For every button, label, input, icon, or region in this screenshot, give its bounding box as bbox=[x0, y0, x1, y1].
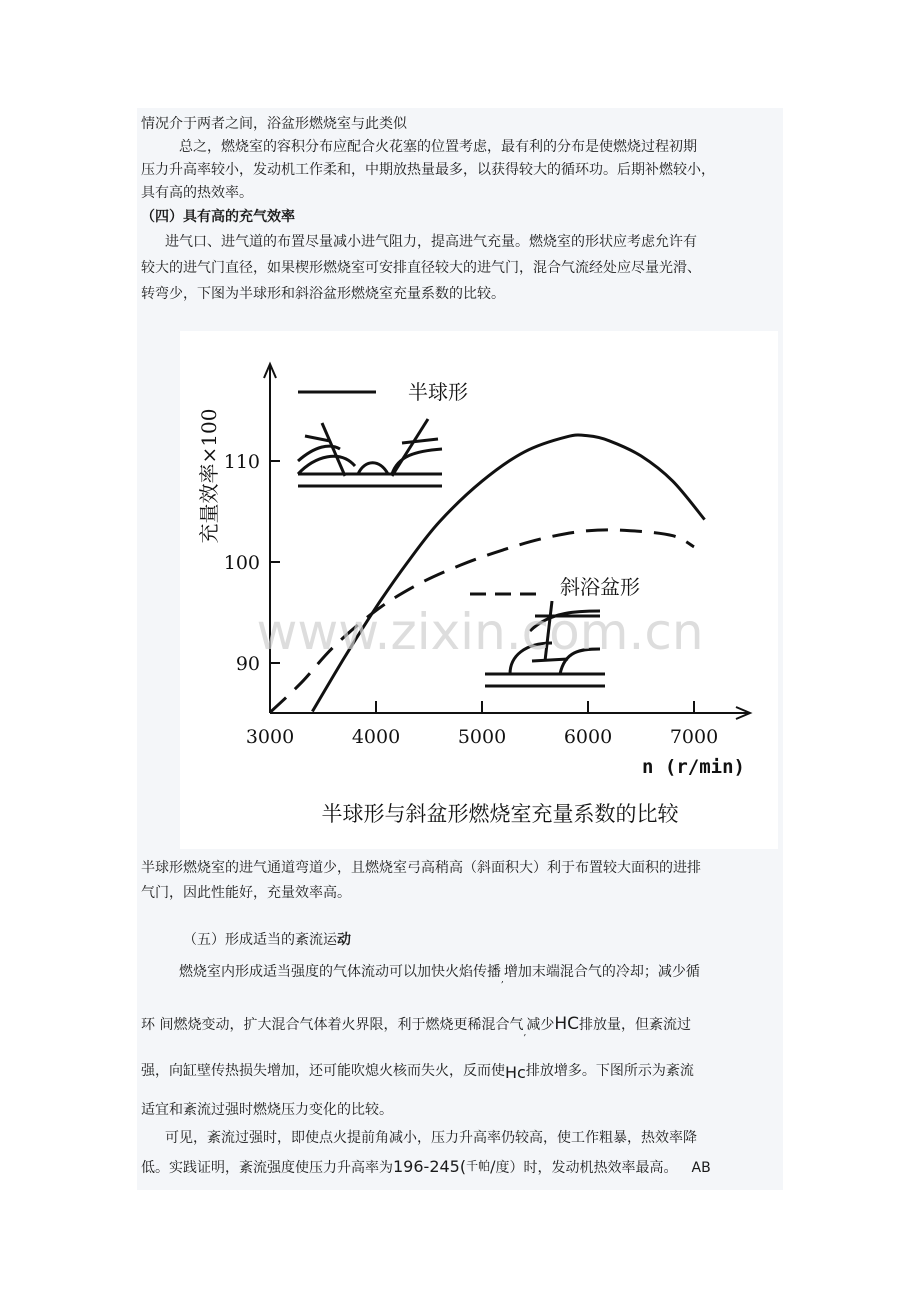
section-heading: （四）具有高的充气效率 bbox=[141, 209, 295, 225]
heading-text-bold: 动 bbox=[337, 932, 351, 948]
text-span-number: 196-245( bbox=[393, 1157, 467, 1176]
y-tick-label: 100 bbox=[223, 552, 260, 574]
paragraph-line bbox=[179, 962, 700, 990]
y-tick-label: 110 bbox=[223, 451, 260, 473]
paragraph-line: 进气口、进气道的布置尽量减小进气阻力，提高进气充量。燃烧室的形状应考虑允许有 bbox=[165, 234, 697, 250]
y-axis-label: 充量效率×100 bbox=[197, 408, 221, 544]
punct-mark: , bbox=[501, 975, 504, 985]
paragraph-line: 压力升高率较小，发动机工作柔和，中期放热量最多，以获得较大的循环功。后期补燃较小， bbox=[141, 162, 715, 178]
text-span: 排放增多。下图所示为紊流 bbox=[525, 1063, 694, 1079]
text-span-hc: HC bbox=[554, 1014, 579, 1034]
text-span-hc: Hc bbox=[505, 1063, 526, 1082]
heading-text: （五）形成适当的紊流运 bbox=[183, 932, 337, 948]
text-span: 减少 bbox=[526, 1017, 555, 1033]
paragraph-line bbox=[141, 1014, 691, 1043]
paragraph-line: 转弯少，下图为半球形和斜浴盆形燃烧室充量系数的比较。 bbox=[141, 286, 505, 302]
x-tick-label: 4000 bbox=[351, 726, 401, 748]
text-span-unit: 千帕 bbox=[466, 1159, 491, 1173]
text-span: 增加末端混合气的冷却；减少循 bbox=[503, 964, 700, 980]
hemispherical-chamber-illustration bbox=[298, 419, 442, 486]
paragraph-line bbox=[141, 1156, 711, 1178]
paragraph-line: 气门，因此性能好，充量效率高。 bbox=[141, 885, 351, 901]
paragraph-line: 可见，紊流过强时，即使点火提前角减小，压力升高率仍较高，使工作粗暴，热效率降 bbox=[165, 1130, 697, 1146]
x-tick-label: 5000 bbox=[457, 726, 507, 748]
paragraph-line: 半球形燃烧室的进气通道弯道少，且燃烧室弓高稍高（斜面积大）利于布置较大面积的进排 bbox=[141, 860, 701, 876]
paragraph-line: 情况介于两者之间，浴盆形燃烧室与此类似 bbox=[141, 116, 407, 132]
legend-label-wedge-bathtub: 斜浴盆形 bbox=[560, 575, 640, 599]
x-axis-label: n (r/min) bbox=[642, 756, 745, 778]
charge-efficiency-chart bbox=[180, 331, 778, 849]
text-span: 环 间燃烧变动，扩大混合气体着火界限，利于燃烧更稀混合气 bbox=[141, 1017, 524, 1033]
paragraph-line: 适宜和紊流过强时燃烧压力变化的比较。 bbox=[141, 1102, 393, 1118]
punct-mark: , bbox=[523, 1028, 527, 1038]
chart-figure bbox=[180, 331, 778, 849]
text-span-end: AB bbox=[691, 1160, 711, 1176]
paragraph-line: 具有高的热效率。 bbox=[141, 185, 253, 201]
paragraph-line bbox=[141, 1061, 694, 1083]
y-tick-label: 90 bbox=[235, 653, 260, 675]
series-line-hemispherical bbox=[312, 435, 704, 711]
watermark: www.zixin.com.cn bbox=[256, 603, 704, 661]
paragraph-line: 总之，燃烧室的容积分布应配合火花塞的位置考虑，最有利的分布是使燃烧过程初期 bbox=[179, 139, 697, 155]
figure-caption: 半球形与斜盆形燃烧室充量系数的比较 bbox=[321, 802, 679, 826]
text-span-slash: / bbox=[490, 1157, 496, 1176]
legend-label-hemispherical: 半球形 bbox=[408, 380, 468, 404]
text-span: 强，向缸壁传热损失增加，还可能吹熄火核而失火，反而使 bbox=[141, 1063, 505, 1079]
paragraph-line: 较大的进气门直径，如果楔形燃烧室可安排直径较大的进气门，混合气流经处应尽量光滑、 bbox=[141, 260, 701, 276]
text-span: 低。实践证明，紊流强度使压力升高率为 bbox=[141, 1160, 393, 1176]
section-heading-5 bbox=[183, 930, 351, 950]
text-span: 排放量，但紊流过 bbox=[578, 1017, 691, 1033]
text-span: 燃烧室内形成适当强度的气体流动可以加快火焰传播 bbox=[179, 964, 501, 980]
x-tick-label: 6000 bbox=[563, 726, 613, 748]
x-tick-label: 3000 bbox=[245, 726, 295, 748]
text-span: 度）时，发动机热效率最高。 bbox=[495, 1160, 678, 1176]
x-tick-label: 7000 bbox=[669, 726, 719, 748]
